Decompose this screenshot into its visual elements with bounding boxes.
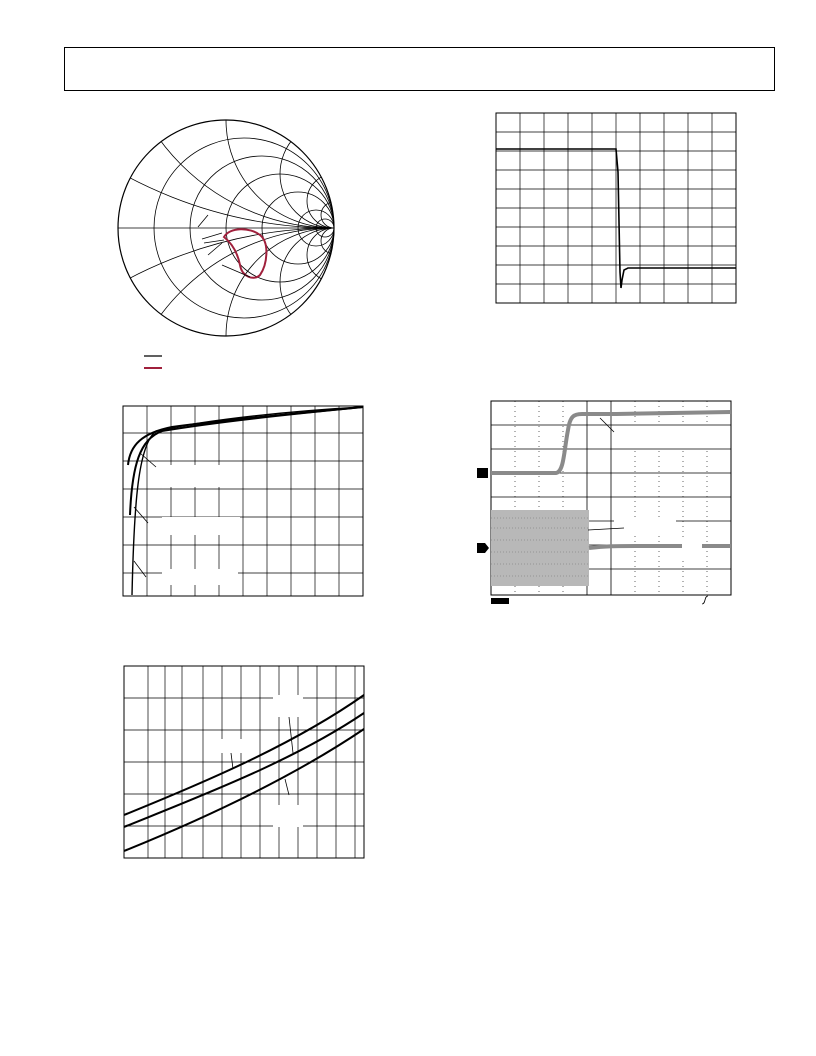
plot-grid [123,406,363,596]
curve-3 [132,407,363,595]
smith-legend-swatches [142,350,172,374]
smith-legend [142,350,172,374]
plot-grid [124,666,364,858]
smith-chart [112,115,342,345]
curve-traces [128,407,363,595]
lines-figure [123,665,365,859]
step-response-figure [495,112,737,304]
line-traces [124,695,364,851]
smith-chart-figure [112,115,342,345]
page-header-box [64,47,775,91]
scope-capture [476,400,736,608]
lines-chart [123,665,365,859]
curve-annotation-arrows [134,453,156,577]
channel-markers [477,468,489,553]
trigger-edge-icon [702,596,708,604]
line-annotation-arrows [231,717,293,795]
channel-marker-1 [477,468,488,478]
scope-trace-lower [589,546,731,548]
scope-footer-badge [491,598,509,604]
curves-chart [122,405,364,597]
step-response-chart [495,112,737,304]
smith-annotation-arrows [198,215,250,277]
curves-figure [122,405,364,597]
curve-label-masks [162,465,240,585]
curve-1 [128,407,363,465]
scope-noise-block [491,510,589,586]
scope-figure [476,400,736,608]
smith-trace [224,229,266,278]
scope-label-masks [614,426,714,560]
channel-marker-2 [477,543,489,553]
plot-grid [496,113,736,303]
